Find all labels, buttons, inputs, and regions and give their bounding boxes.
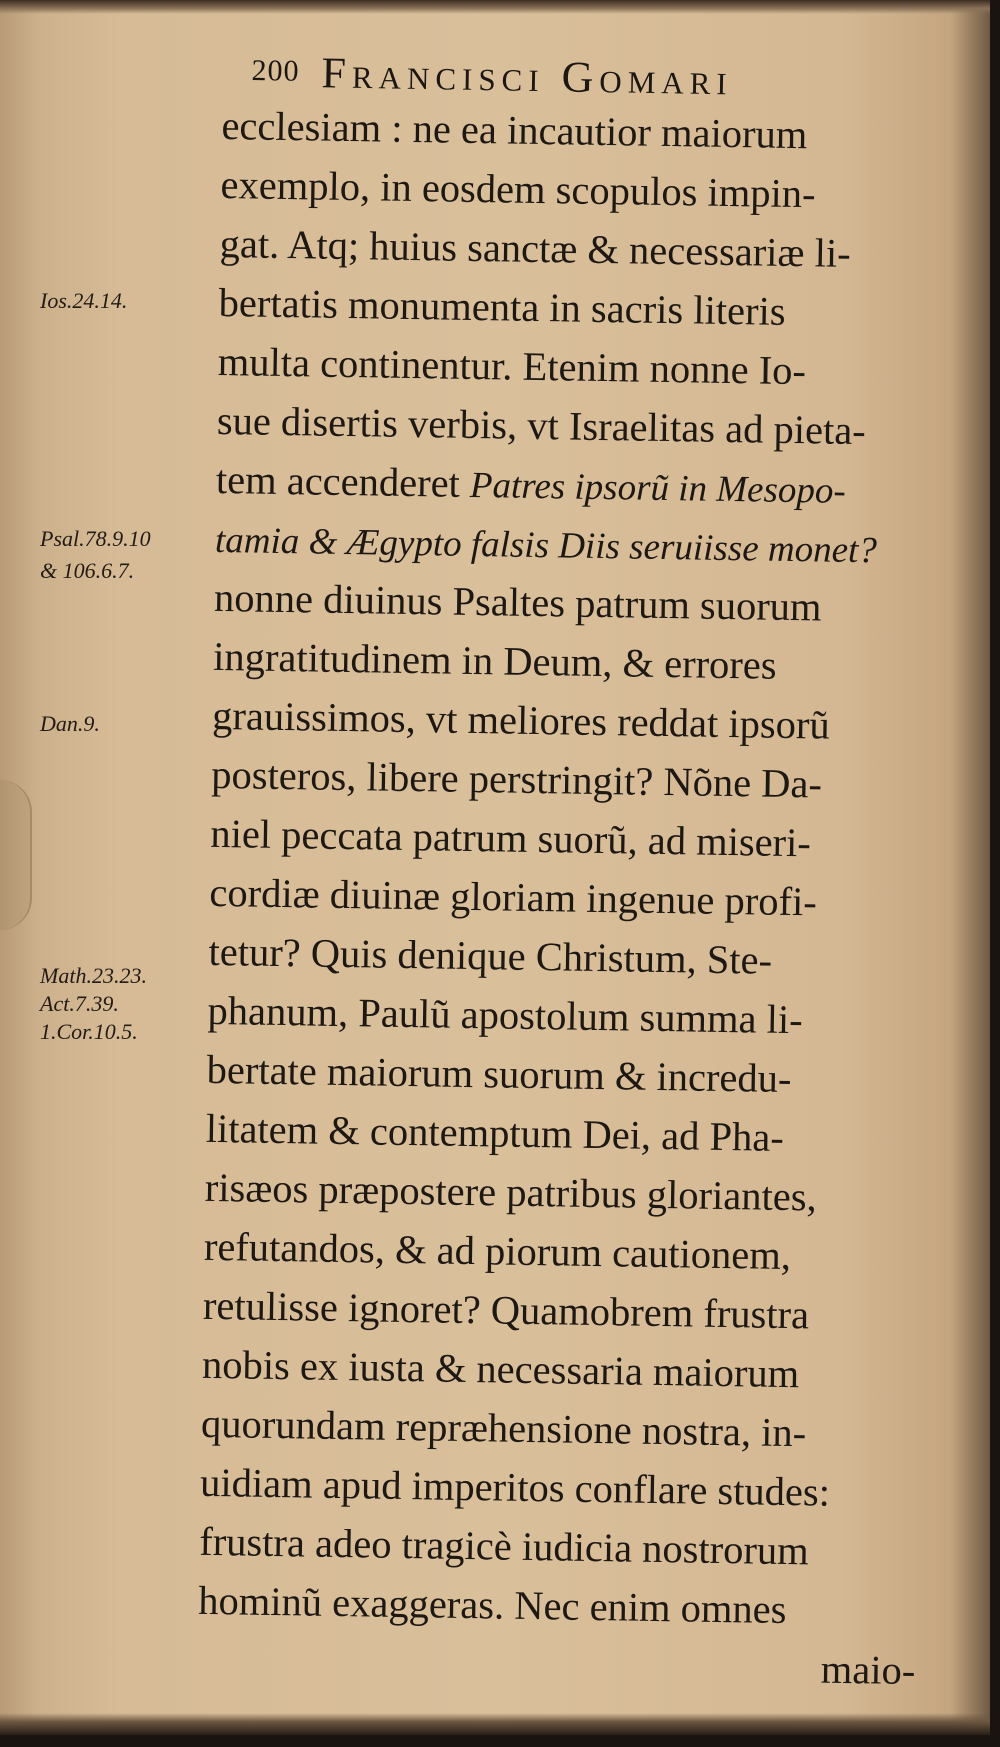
text-line: niel peccata patrum suorũ, ad miseri- (210, 810, 812, 866)
text-line: frustra adeo tragicè iudicia nostrorum (198, 1518, 810, 1574)
marginal-note: Psal.78.9.10 (40, 526, 151, 551)
marginal-note-jos (40, 287, 230, 315)
text-line: exemplo, in eosdem scopulos impin- (220, 161, 816, 217)
marginal-note-psal (40, 525, 230, 585)
text-line: nobis ex iusta & necessaria maiorum (201, 1341, 800, 1397)
text-line: grauissimos, vt meliores reddat ipsorũ (211, 692, 831, 748)
marginal-note: & 106.6.7. (40, 558, 135, 583)
text-line: quorundam repræhensione nostra, in- (200, 1400, 807, 1456)
text-line: bertatis monumenta in sacris literis (218, 279, 786, 334)
marginal-note: 1.Cor.10.5. (40, 1019, 138, 1044)
text-line: retulisse ignoret? Quamobrem frustra (202, 1282, 810, 1338)
italic-quote: tamia & Ægypto falsis Diis seruiisse monet? (214, 519, 878, 572)
marginal-note-scripture (40, 962, 230, 1046)
text-line: posteros, libere perstringit? Nõne Da- (210, 751, 823, 807)
text-line: ingratitudinem in Deum, & errores (212, 633, 777, 688)
text-line: litatem & contemptum Dei, ad Pha- (205, 1105, 785, 1160)
text-line: risæos præpostere patribus gloriantes, (204, 1164, 818, 1220)
marginal-note-dan (40, 710, 230, 738)
text-line: refutandos, & ad piorum cautionem, (203, 1223, 792, 1279)
text-line: tetur? Quis denique Christum, Ste- (208, 928, 773, 983)
text-line: hominũ exaggeras. Nec enim omnes (198, 1577, 787, 1633)
text-line: cordiæ diuinæ gloriam ingenue profi- (209, 869, 818, 925)
text-line: multa continentur. Etenim nonne Io- (217, 338, 807, 394)
marginal-note: Act.7.39. (40, 991, 119, 1016)
page-bend-shadow (0, 780, 32, 930)
text-line: uidiam apud imperitos conflare studes: (199, 1459, 831, 1515)
page-number: 200 (251, 53, 300, 88)
text-line: phanum, Paulũ apostolum summa li- (207, 987, 804, 1043)
marginal-note: Ios.24.14. (40, 288, 128, 313)
text-fragment: tem accenderet (215, 456, 461, 506)
catchword: maio- (820, 1646, 916, 1694)
text-line: nonne diuinus Psaltes patrum suorum (213, 574, 822, 630)
marginal-note: Dan.9. (40, 711, 100, 736)
text-line: ecclesiam : ne ea incautior maiorum (221, 102, 808, 158)
text-line: gat. Atq; huius sanctæ & necessariæ li- (219, 220, 852, 276)
running-title: Francisci Gomari (321, 48, 734, 105)
text-line: sue disertis verbis, vt Israelitas ad pieta- (216, 397, 867, 454)
marginal-note: Math.23.23. (40, 963, 147, 988)
text-line: bertate maiorum suorum & incredu- (206, 1046, 792, 1102)
body-text (197, 96, 952, 1700)
italic-quote: Patres ipsorũ in Mesopo- (469, 464, 847, 512)
